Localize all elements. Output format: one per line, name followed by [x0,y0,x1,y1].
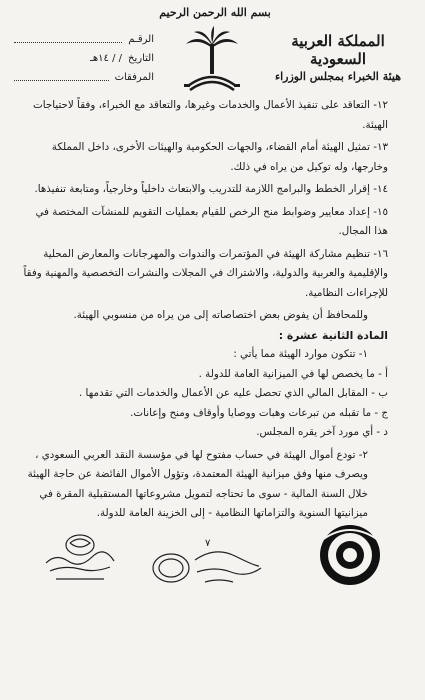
attachments-row [14,68,154,87]
palm-swords-emblem-icon [180,26,244,96]
round-seal-icon [310,520,390,590]
deposit-paragraph: ٢- تودع أموال الهيئة في حساب مفتوح لها في مؤسسة النقد العربي السعودي ، ويصرف منها وفق ميزانية الهيئة المعتمدة، وتؤول الأموال الفائضة عن حاجة الهيئة خلال السنة المالية - سوى ما تحتاجه لتمويل مشروعاتها المستقبلية المقرة في ميزانيتها السنوية والتزاماتها النظامية - إلى الخزينة العامة للدولة. [27,448,368,519]
delegation-paragraph: وللمحافظ أن يفوض بعض اختصاصاته إلى من يراه من منسوبي الهيئة. [73,309,368,321]
clause-number: ١٣ [376,141,388,153]
authority-name: هيئة الخبراء بمجلس الوزراء [274,70,402,83]
clause-number: ١٤ [376,183,388,195]
attachments-dotted-line [14,68,109,81]
ref-dotted-line [14,30,122,43]
resource-item-d: د - أي مورد آخر يقره المجلس. [256,426,388,438]
clause-13 [20,138,388,177]
kingdom-name: المملكة العربية السعودية [291,32,385,68]
clause-text: - التعاقد على تنفيذ الأعمال والخدمات وغيرها، والتعاقد مع الخبراء، وفقاً لاحتياجات الهيئة. [33,99,388,131]
clause-number: ١٥ [376,205,388,218]
clause-15 [20,203,388,242]
document-body [20,96,388,524]
signature-stamp-icon [135,540,265,595]
attachments-label: المرفقات [114,72,154,83]
clause-12 [20,96,388,135]
clause-14 [20,180,388,200]
crescent-moon-icon [392,186,406,200]
date-row [14,49,154,68]
date-label: التاريخ [128,53,154,64]
resource-item-c: ج - ما تقبله من تبرعات وهبات ووصايا وأوقاف ومنح وإعانات. [130,406,388,419]
letterhead-right [263,32,413,83]
resource-item-b: ب - المقابل المالي الذي تحصل عليه عن الأعمال والخدمات التي تقدمها . [79,387,388,399]
resources-intro: ١- تتكون موارد الهيئة مما يأتي : [233,348,368,360]
letterhead-left [14,30,154,87]
clause-number: ١٦ [376,247,388,260]
page-number: ٧ [205,538,211,549]
signature-stamp-icon [40,525,120,585]
ref-label: الرقـم [128,34,154,45]
clause-text: - إعداد معايير وضوابط منح الرخص للقيام بعمليات التقويم للمنشآت المختصة في هذا المجال. [35,205,388,237]
clause-text: - إقرار الخطط والبرامج اللازمة للتدريب والابتعاث داخلياً وخارجياً، ومتابعة تنفيذها. [34,183,377,195]
crescent-moon-icon [392,374,406,388]
ref-row [14,30,154,49]
basmala-heading: بسم الله الرحمن الرحيم [159,6,271,19]
article-heading: المادة الثانية عشرة : [278,328,388,342]
clause-text: - تنظيم مشاركة الهيئة في المؤتمرات والندوات والمهرجانات والمعارض المحلية والإقليمية والعربية والدولية، والاشتراك في المجلات والنشرات التخصصية والمهنية وفقاً للإجراءات النظامية. [23,247,388,299]
date-value: / / ١٤هـ [89,53,123,64]
clause-number: ١٢ [376,99,388,111]
resource-item-a: أ - ما يخصص لها في الميزانية العامة للدولة . [198,367,388,380]
crescent-moon-icon [392,224,406,238]
clause-16 [20,245,388,304]
clause-text: - تمثيل الهيئة أمام القضاء، والجهات الحكومية والهيئات الأخرى، داخل المملكة وخارجها، وله توكيل من يراه في ذلك. [51,141,388,173]
